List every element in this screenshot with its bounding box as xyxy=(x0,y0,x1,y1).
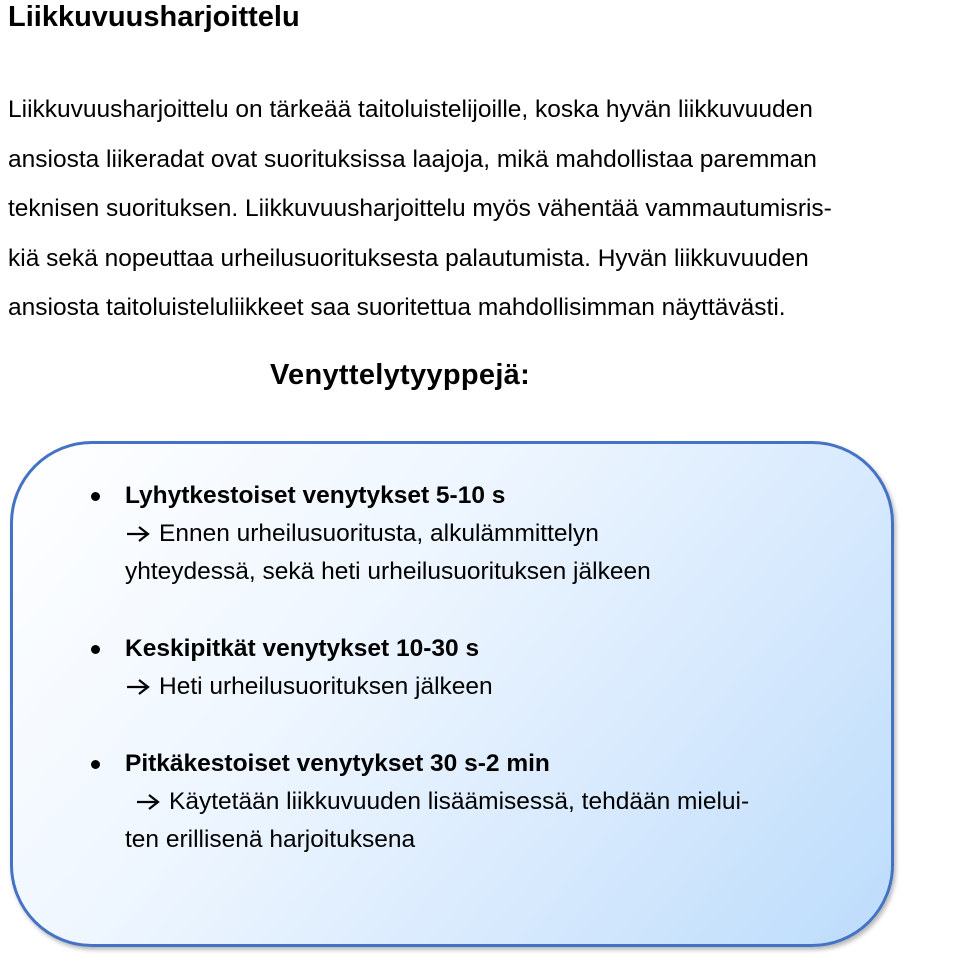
description-line: yhteydessä, sekä heti urheilusuorituksen jälkeen xyxy=(125,558,651,585)
description-text: Ennen urheilusuoritusta, alkulämmittelyn xyxy=(159,520,599,547)
intro-line: ansiosta taitoluisteluliikkeet saa suoritettua mahdollisimman näyttävästi. xyxy=(8,294,786,321)
intro-line: Liikkuvuusharjoittelu on tärkeää taitoluistelijoille, koska hyvän liikkuvuuden xyxy=(8,96,813,123)
stretch-type-description xyxy=(125,515,651,591)
intro-line: teknisen suorituksen. Liikkuvuusharjoittelu myös vähentää vammautumisris- xyxy=(8,195,832,222)
stretch-type-title: Keskipitkät venytykset 10-30 s xyxy=(125,635,480,662)
document-title: Liikkuvuusharjoittelu xyxy=(8,1,300,33)
stretch-type-title: Pitkäkestoiset venytykset 30 s-2 min xyxy=(125,750,550,777)
description-line: ten erillisenä harjoituksena xyxy=(125,826,416,853)
intro-paragraph xyxy=(8,85,958,333)
description-line xyxy=(125,783,749,821)
description-text: Heti urheilusuorituksen jälkeen xyxy=(159,673,493,700)
right-arrow-icon xyxy=(125,678,151,696)
right-arrow-icon xyxy=(125,525,151,543)
intro-line: kiä sekä nopeuttaa urheilusuorituksesta palautumista. Hyvän liikkuvuuden xyxy=(8,244,809,272)
description-text: Käytetään liikkuvuuden lisäämisessä, tehdään mielui- xyxy=(169,788,750,815)
description-line xyxy=(125,668,493,706)
bullet-dot-icon xyxy=(91,492,100,501)
description-line xyxy=(125,515,651,553)
stretch-types-heading: Venyttelytyyppejä: xyxy=(270,359,531,391)
bullet-dot-icon xyxy=(91,645,100,654)
stretch-type-title: Lyhytkestoiset venytykset 5-10 s xyxy=(125,482,506,509)
right-arrow-icon xyxy=(135,793,161,811)
stretch-type-description xyxy=(125,783,749,859)
stretch-types-box xyxy=(10,441,894,947)
intro-line: ansiosta liikeradat ovat suorituksissa laajoja, mikä mahdollistaa paremman xyxy=(8,145,817,173)
bullet-dot-icon xyxy=(91,760,100,769)
stretch-type-description xyxy=(125,668,493,706)
